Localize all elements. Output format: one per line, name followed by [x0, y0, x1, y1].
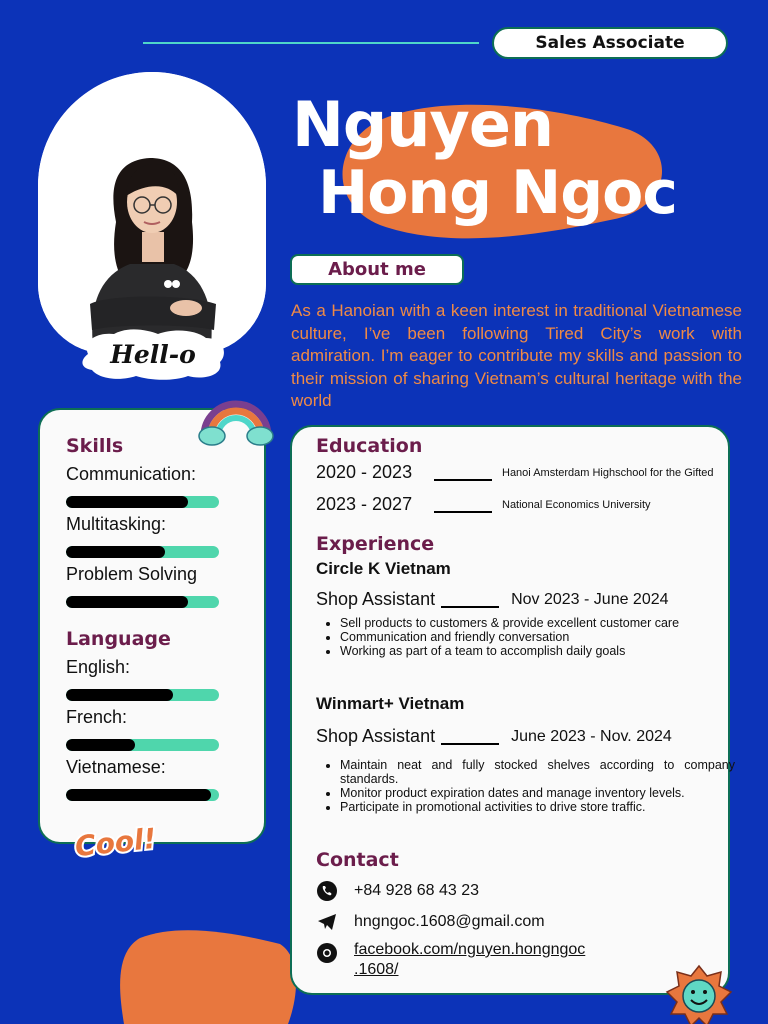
divider-line — [441, 743, 499, 745]
contact-email[interactable]: hngngoc.1608@gmail.com — [354, 913, 545, 930]
job-bullet: • Sell products to customers & provide excellent customer care — [340, 616, 735, 630]
profile-photo — [38, 72, 266, 354]
job-role-row — [316, 589, 669, 610]
chrome-icon — [316, 942, 338, 964]
skills-title: Skills — [66, 435, 124, 457]
job-role-row — [316, 726, 672, 747]
smiley-sun-sticker — [654, 962, 744, 1024]
job-company: Winmart+ Vietnam — [316, 694, 465, 713]
language-bar-fill — [66, 739, 135, 751]
contact-email-row — [316, 911, 545, 933]
about-title: About me — [328, 259, 426, 280]
job-bullet: • Participate in promotional activities to drive store traffic. — [340, 800, 735, 814]
job-role: Shop Assistant — [316, 726, 436, 746]
language-bar-fill — [66, 689, 173, 701]
job-bullet: • Working as part of a team to accomplish daily goals — [340, 644, 735, 658]
portrait-illustration — [38, 72, 266, 354]
facebook-line[interactable]: facebook.com/nguyen.hongngoc — [354, 941, 586, 958]
contact-title: Contact — [316, 849, 399, 871]
education-years: 2020 - 2023 — [316, 462, 413, 482]
hello-sticker — [78, 326, 228, 382]
viber-phone-icon — [316, 880, 338, 902]
name-second-line: Hong Ngoc — [318, 158, 677, 228]
rainbow-sticker — [198, 396, 274, 450]
facebook-line[interactable]: .1608/ — [354, 961, 399, 978]
language-label-vietnamese: Vietnamese: — [66, 757, 166, 777]
role-label: Sales Associate — [535, 33, 685, 53]
skill-bar-fill — [66, 546, 165, 558]
job-role: Shop Assistant — [316, 589, 436, 609]
language-title: Language — [66, 628, 171, 650]
job-bullet: • Communication and friendly conversation — [340, 630, 735, 644]
role-badge — [492, 27, 728, 59]
language-label-french: French: — [66, 707, 128, 727]
divider-line — [441, 606, 499, 608]
job-bullets — [318, 616, 735, 658]
skill-bar-fill — [66, 496, 188, 508]
bottom-blob-shape — [120, 928, 300, 1024]
language-label-english: English: — [66, 657, 131, 677]
divider-line — [434, 479, 492, 481]
job-bullet: • Maintain neat and fully stocked shelves according to company standards. — [340, 758, 735, 786]
skill-bar-fill — [66, 596, 188, 608]
experience-title: Experience — [316, 533, 435, 555]
language-bar-fill — [66, 789, 211, 801]
skill-bar-multitasking — [66, 546, 219, 558]
job-dates: Nov 2023 - June 2024 — [511, 590, 669, 608]
skill-label-problem-solving: Problem Solving — [66, 564, 198, 584]
contact-facebook-link[interactable] — [354, 940, 585, 980]
language-bar-english — [66, 689, 219, 701]
education-title: Education — [316, 435, 423, 457]
job-bullet: • Monitor product expiration dates and manage inventory levels. — [340, 786, 735, 800]
skill-label-communication: Communication: — [66, 464, 197, 484]
job-company: Circle K Vietnam — [316, 559, 451, 578]
contact-phone-row — [316, 880, 479, 902]
job-dates: June 2023 - Nov. 2024 — [511, 727, 672, 745]
skill-label-multitasking: Multitasking: — [66, 514, 167, 534]
language-bar-vietnamese — [66, 789, 219, 801]
divider-line — [434, 511, 492, 513]
cool-text: Cool! — [73, 821, 158, 864]
telegram-send-icon — [316, 911, 338, 933]
education-row — [316, 494, 716, 515]
cool-sticker — [64, 818, 168, 868]
education-school: Hanoi Amsterdam Highschool for the Gifted — [502, 466, 714, 479]
education-years: 2023 - 2027 — [316, 494, 413, 514]
language-bar-french — [66, 739, 219, 751]
about-heading — [290, 254, 464, 285]
skill-bar-communication — [66, 496, 219, 508]
hello-text: Hell-o — [110, 340, 196, 369]
about-paragraph: As a Hanoian with a keen interest in traditional Vietnamese culture, I’ve been following Tired City’s work with admiration. I’m eager to contribute my skills and passion to their mission of sharing Vietnam’s cultural heritage with the world — [291, 301, 742, 410]
education-school: National Economics University — [502, 498, 651, 511]
job-bullets — [318, 758, 735, 814]
contact-phone[interactable]: +84 928 68 43 23 — [354, 882, 480, 899]
contact-web-row — [316, 940, 585, 980]
skill-bar-problem-solving — [66, 596, 219, 608]
header-divider — [143, 42, 479, 44]
education-row — [316, 462, 716, 483]
name-first-line: Nguyen — [292, 88, 554, 161]
